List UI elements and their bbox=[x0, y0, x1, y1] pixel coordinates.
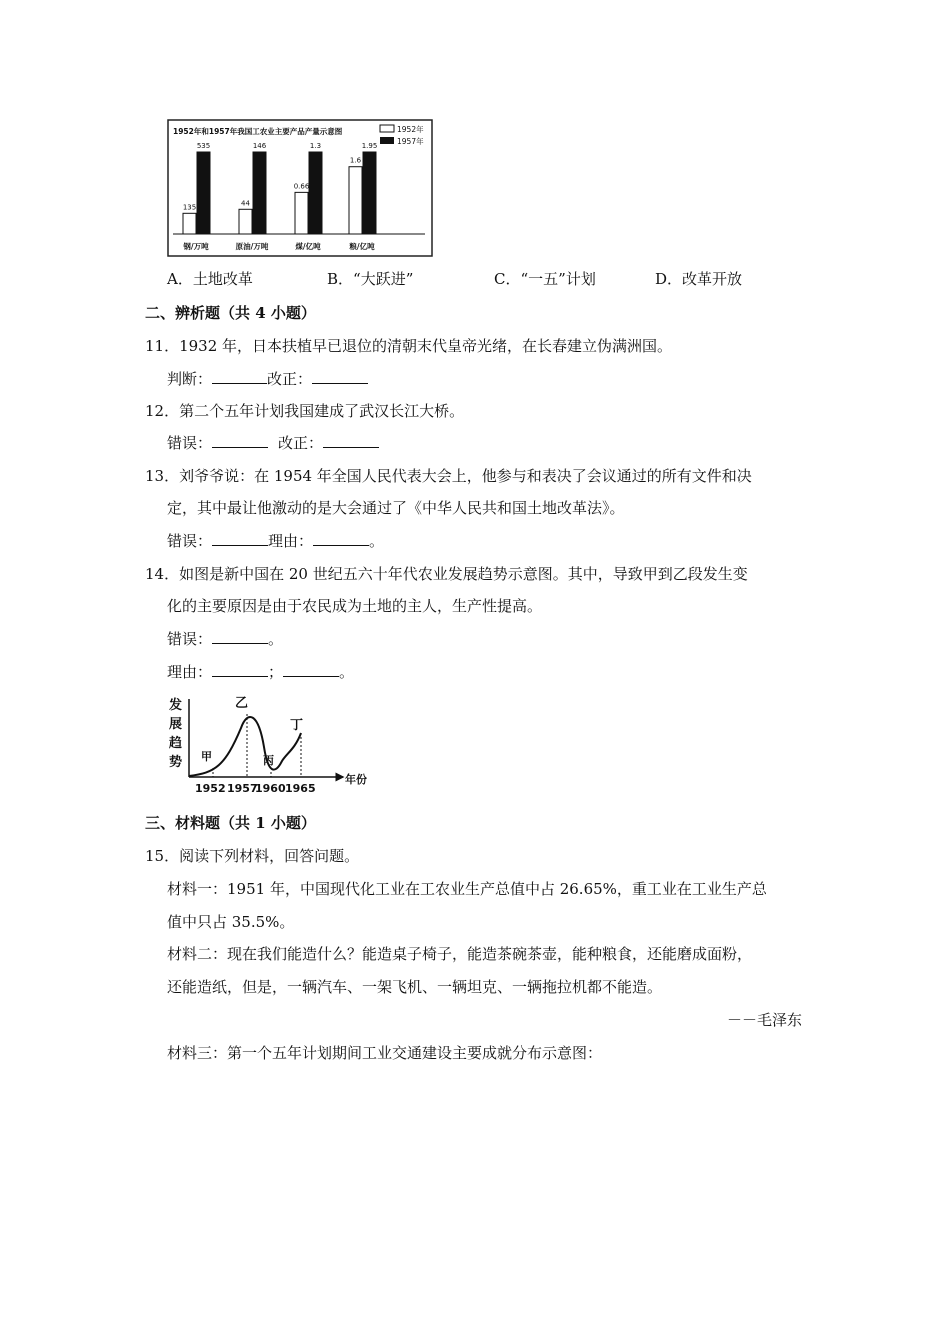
q15-material1-line2: 值中只占 35.5%。 bbox=[167, 913, 295, 931]
trend-label-jia: 甲 bbox=[201, 750, 212, 763]
q12-blank2[interactable] bbox=[323, 433, 379, 448]
q13-line1: 13．刘爷爷说：在 1954 年全国人民代表大会上，他参与和表决了会议通过的所有文件和决 bbox=[145, 467, 752, 485]
bar-value-label: 135 bbox=[182, 203, 197, 212]
q13-label2: 理由： bbox=[268, 532, 314, 550]
bar-1957年-1 bbox=[253, 152, 266, 234]
q10-option-d[interactable]: D．改革开放 bbox=[655, 270, 743, 288]
trend-label-bing: 丙 bbox=[263, 754, 274, 767]
bar-1957年-2 bbox=[309, 152, 322, 234]
section2-title: 二、辨析题（共 4 小题） bbox=[145, 304, 316, 322]
section3-title: 三、材料题（共 1 小题） bbox=[145, 814, 316, 832]
q15-material2-line2: 还能造纸，但是，一辆汽车、一架飞机、一辆坦克、一辆拖拉机都不能造。 bbox=[167, 978, 663, 996]
category-label: 煤/亿吨 bbox=[295, 242, 321, 251]
q13-label1: 错误： bbox=[167, 532, 213, 550]
q11-blank1[interactable] bbox=[212, 369, 267, 384]
trend-tick-1965: 1965 bbox=[285, 782, 316, 795]
q14-error-line bbox=[167, 629, 283, 649]
q12-answer-line bbox=[167, 433, 379, 453]
category-label: 原油/万吨 bbox=[235, 242, 269, 251]
q15-material2-line1: 材料二：现在我们能造什么？能造桌子椅子，能造茶碗茶壶，能种粮食，还能磨成面粉， bbox=[167, 945, 753, 963]
chart-title: 1952年和1957年我国工农业主要产品产量示意图 bbox=[173, 127, 343, 136]
category-label: 粮/亿吨 bbox=[349, 242, 375, 251]
q14-blank-reason1[interactable] bbox=[212, 662, 268, 677]
bar-value-label: 0.66 bbox=[293, 182, 310, 191]
agriculture-trend-chart bbox=[165, 693, 375, 797]
q14-err-end: 。 bbox=[268, 630, 284, 648]
q13-blank1[interactable] bbox=[212, 531, 268, 546]
q10-option-b[interactable]: B．“大跃进” bbox=[327, 270, 414, 288]
q14-sep: ； bbox=[268, 663, 284, 681]
trend-tick-1960: 1960 bbox=[255, 782, 286, 795]
trend-tick-1952: 1952 bbox=[195, 782, 226, 795]
q15-text: 15．阅读下列材料，回答问题。 bbox=[145, 847, 360, 865]
bar-1952年-1 bbox=[239, 209, 252, 234]
q12-blank1[interactable] bbox=[212, 433, 268, 448]
legend-1952: 1952年 bbox=[397, 125, 424, 134]
bar-value-label: 1.3 bbox=[309, 142, 322, 150]
q14-reason-line bbox=[167, 662, 354, 682]
bar-1952年-0 bbox=[183, 213, 196, 234]
q12-text: 12．第二个五年计划我国建成了武汉长江大桥。 bbox=[145, 402, 465, 420]
trend-label-ding: 丁 bbox=[290, 718, 304, 733]
trend-tick-1957: 1957 bbox=[227, 782, 258, 795]
q14-blank-error[interactable] bbox=[212, 629, 268, 644]
q11-answer-line bbox=[167, 369, 368, 389]
q12-label1: 错误： bbox=[167, 434, 213, 452]
q15-material3: 材料三：第一个五年计划期间工业交通建设主要成就分布示意图： bbox=[167, 1044, 603, 1062]
q10-option-a[interactable]: A．土地改革 bbox=[167, 270, 253, 288]
bar-value-label: 146 bbox=[252, 142, 267, 150]
q13-end: 。 bbox=[369, 532, 385, 550]
q11-label1: 判断： bbox=[167, 370, 213, 388]
q14-blank-reason2[interactable] bbox=[283, 662, 339, 677]
bar-value-label: 1.6 bbox=[349, 156, 362, 165]
q11-text: 11．1932 年，日本扶植早已退位的清朝末代皇帝光绪，在长春建立伪满洲国。 bbox=[145, 337, 673, 355]
trend-xlabel: 年份 bbox=[345, 773, 367, 786]
bar-1957年-3 bbox=[363, 152, 376, 234]
bar-1952年-2 bbox=[295, 192, 308, 234]
bar-value-label: 44 bbox=[241, 199, 250, 208]
q13-blank2[interactable] bbox=[313, 531, 369, 546]
q15-material1-line1: 材料一：1951 年，中国现代化工业在工农业生产总值中占 26.65%，重工业在工业生产总 bbox=[167, 880, 767, 898]
q11-blank2[interactable] bbox=[312, 369, 368, 384]
q13-answer-line bbox=[167, 531, 384, 551]
q14-reason-label: 理由： bbox=[167, 663, 213, 681]
q10-option-c[interactable]: C．“一五”计划 bbox=[494, 270, 596, 288]
bar-value-label: 535 bbox=[196, 142, 211, 150]
q14-line2: 化的主要原因是由于农民成为土地的主人，生产性提高。 bbox=[167, 597, 543, 615]
trend-label-yi: 乙 bbox=[235, 696, 249, 711]
trend-curve bbox=[189, 717, 304, 776]
category-label: 钢/万吨 bbox=[183, 242, 209, 251]
q13-line2: 定，其中最让他激动的是大会通过了《中华人民共和国土地改革法》。 bbox=[167, 499, 625, 517]
bar-1952年-3 bbox=[349, 167, 362, 234]
q15-material2-author: －－毛泽东 bbox=[727, 1011, 803, 1029]
q14-line1: 14．如图是新中国在 20 世纪五六十年代农业发展趋势示意图。其中，导致甲到乙段发生变 bbox=[145, 565, 748, 583]
q14-err-label: 错误： bbox=[167, 630, 213, 648]
legend-1957: 1957年 bbox=[397, 137, 424, 146]
trend-ylabel: 发展趋势 bbox=[169, 698, 183, 770]
q12-label2: 改正： bbox=[278, 434, 324, 452]
production-bar-chart bbox=[167, 119, 433, 257]
q11-label2: 改正： bbox=[267, 370, 313, 388]
bar-value-label: 1.95 bbox=[361, 142, 378, 150]
q14-reason-end: 。 bbox=[339, 663, 355, 681]
bar-1957年-0 bbox=[197, 152, 210, 234]
